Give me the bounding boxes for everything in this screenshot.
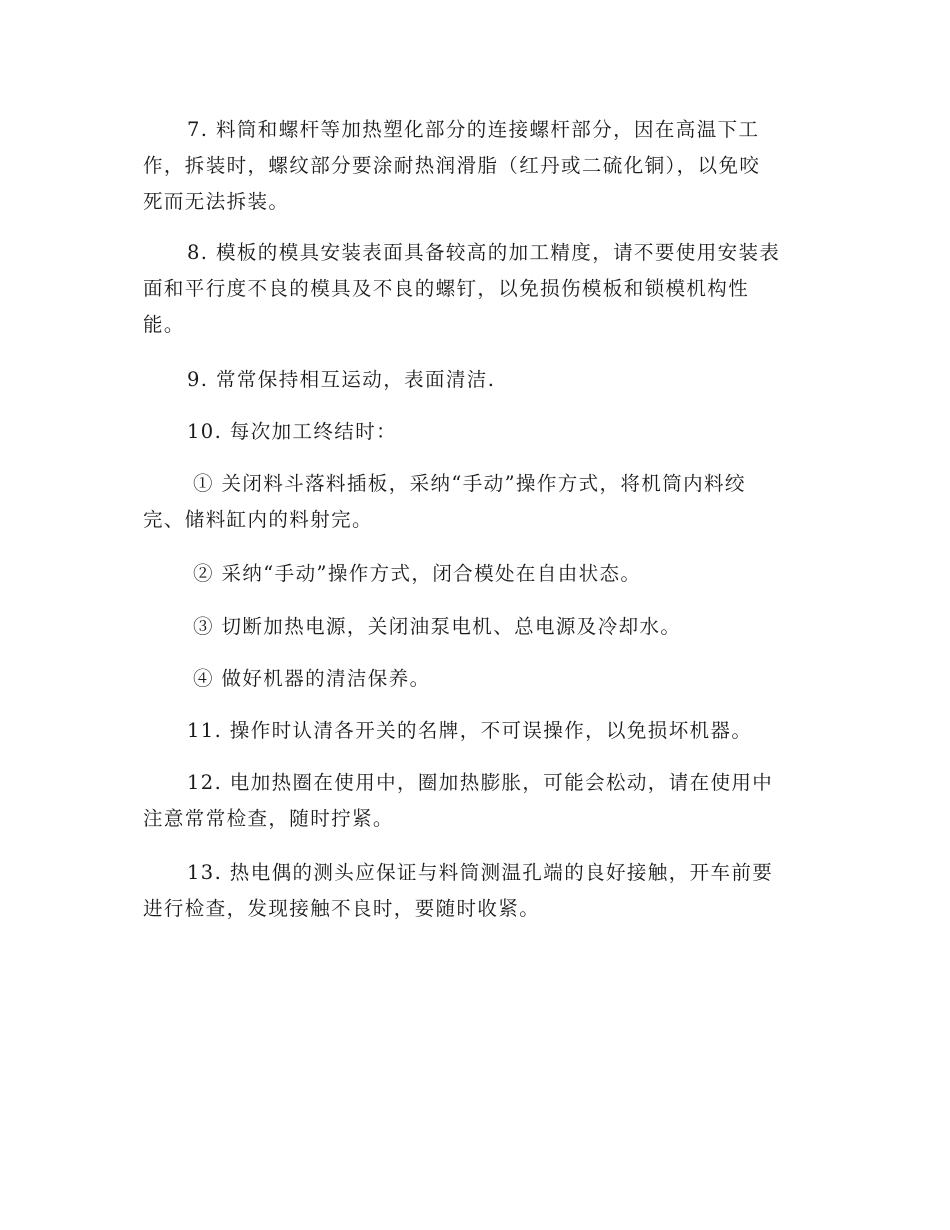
text-line: ④ 做好机器的清洁保养。: [193, 667, 431, 690]
text-line: 13. 热电偶的测头应保证与料筒测温孔端的良好接触，开车前要: [187, 861, 774, 884]
paragraph-item-8: [143, 235, 808, 343]
text-line: ① 关闭料斗落料插板，采纳“手动”操作方式，将机筒内料绞: [193, 472, 746, 495]
text-line: 9. 常常保持相互运动，表面清洁.: [187, 368, 496, 391]
text-line: 死而无法拆装。: [143, 190, 290, 213]
text-line: 能。: [143, 313, 185, 336]
text-line: 面和平行度不良的模具及不良的螺钉，以免损伤模板和锁模机构性: [143, 277, 750, 300]
paragraph-item-11: [143, 713, 808, 749]
paragraph-item-9: [143, 362, 808, 398]
text-line: 12. 电加热圈在使用中，圈加热膨胀，可能会松动，请在使用中: [187, 771, 774, 794]
text-line: 8. 模板的模具安装表面具备较高的加工精度，请不要使用安装表: [187, 241, 781, 264]
text-line: ③ 切断加热电源，关闭油泵电机、总电源及冷却水。: [193, 615, 682, 638]
text-line: 10. 每次加工终结时：: [187, 420, 398, 443]
paragraph-sub-2: [143, 556, 808, 592]
paragraph-item-7: [143, 112, 808, 220]
paragraph-item-10: [143, 414, 808, 450]
paragraph-item-13: [143, 855, 808, 927]
text-line: 作，拆装时，螺纹部分要涂耐热润滑脂（红丹或二硫化铜），以免咬: [143, 154, 761, 177]
text-line: 进行检查，发现接触不良时，要随时收紧。: [143, 897, 541, 920]
paragraph-sub-3: [143, 609, 808, 645]
text-line: 11. 操作时认清各开关的名牌，不可误操作，以免损坏机器。: [187, 719, 753, 742]
paragraph-sub-1: [143, 466, 808, 538]
paragraph-sub-4: [143, 661, 808, 697]
text-line: 7. 料筒和螺杆等加热塑化部分的连接螺杆部分，因在高温下工: [187, 118, 760, 141]
text-line: ② 采纳“手动”操作方式，闭合模处在自由状态。: [193, 562, 642, 585]
paragraph-item-12: [143, 765, 808, 837]
text-line: 完、储料缸内的料射完。: [143, 508, 373, 531]
text-line: 注意常常检查，随时拧紧。: [143, 807, 394, 830]
